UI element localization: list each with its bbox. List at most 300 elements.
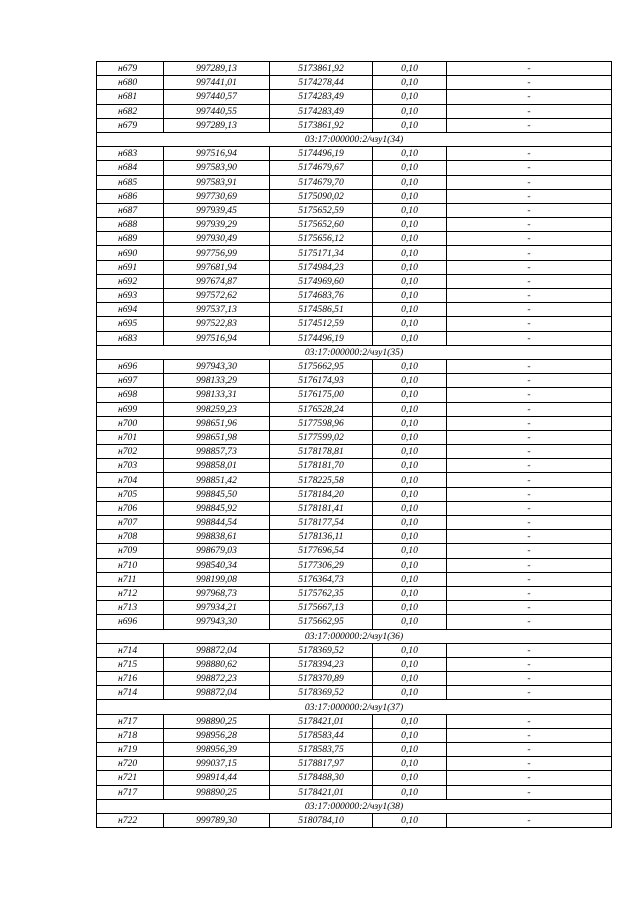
y-coordinate-cell: 5178370,89 [270,672,373,686]
description-cell: - [447,289,612,303]
accuracy-cell: 0,10 [373,331,447,345]
table-row [97,615,612,629]
description-cell: - [447,586,612,600]
point-name-cell: н713 [97,601,164,615]
x-coordinate-cell: 999789,30 [164,813,270,827]
x-coordinate-cell: 997441,01 [164,76,270,90]
table-row [97,672,612,686]
table-row [97,359,612,373]
x-coordinate-cell: 998872,04 [164,686,270,700]
y-coordinate-cell: 5177696,54 [270,544,373,558]
x-coordinate-cell: 997583,91 [164,175,270,189]
accuracy-cell: 0,10 [373,771,447,785]
section-header: 03:17:000000:2/чзу1(35) [97,345,612,359]
x-coordinate-cell: 997440,55 [164,104,270,118]
point-name-cell: н688 [97,218,164,232]
table-row [97,175,612,189]
table-row [97,147,612,161]
y-coordinate-cell: 5177598,96 [270,416,373,430]
x-coordinate-cell: 998880,62 [164,657,270,671]
x-coordinate-cell: 997939,29 [164,218,270,232]
description-cell: - [447,516,612,530]
point-name-cell: н714 [97,643,164,657]
accuracy-cell: 0,10 [373,672,447,686]
x-coordinate-cell: 998651,96 [164,416,270,430]
description-cell: - [447,147,612,161]
accuracy-cell: 0,10 [373,586,447,600]
y-coordinate-cell: 5178184,20 [270,487,373,501]
x-coordinate-cell: 997943,30 [164,359,270,373]
point-name-cell: н684 [97,161,164,175]
point-name-cell: н702 [97,445,164,459]
description-cell: - [447,813,612,827]
y-coordinate-cell: 5178421,01 [270,785,373,799]
accuracy-cell: 0,10 [373,388,447,402]
table-row [97,402,612,416]
coordinates-table [96,61,612,828]
accuracy-cell: 0,10 [373,430,447,444]
accuracy-cell: 0,10 [373,615,447,629]
table-row [97,90,612,104]
x-coordinate-cell: 997516,94 [164,147,270,161]
description-cell: - [447,416,612,430]
accuracy-cell: 0,10 [373,416,447,430]
point-name-cell: н720 [97,757,164,771]
table-row [97,558,612,572]
table-row [97,544,612,558]
description-cell: - [447,771,612,785]
x-coordinate-cell: 997537,13 [164,303,270,317]
point-name-cell: н687 [97,203,164,217]
accuracy-cell: 0,10 [373,785,447,799]
x-coordinate-cell: 998259,23 [164,402,270,416]
accuracy-cell: 0,10 [373,118,447,132]
x-coordinate-cell: 998651,98 [164,430,270,444]
point-name-cell: н701 [97,430,164,444]
table-row [97,714,612,728]
accuracy-cell: 0,10 [373,813,447,827]
y-coordinate-cell: 5178817,97 [270,757,373,771]
y-coordinate-cell: 5174586,51 [270,303,373,317]
point-name-cell: н697 [97,374,164,388]
y-coordinate-cell: 5180784,10 [270,813,373,827]
accuracy-cell: 0,10 [373,218,447,232]
accuracy-cell: 0,10 [373,501,447,515]
x-coordinate-cell: 998845,50 [164,487,270,501]
accuracy-cell: 0,10 [373,530,447,544]
accuracy-cell: 0,10 [373,189,447,203]
table-row [97,246,612,260]
point-name-cell: н722 [97,813,164,827]
table-row [97,643,612,657]
y-coordinate-cell: 5175090,02 [270,189,373,203]
x-coordinate-cell: 998845,92 [164,501,270,515]
y-coordinate-cell: 5175656,12 [270,232,373,246]
point-name-cell: н718 [97,728,164,742]
accuracy-cell: 0,10 [373,743,447,757]
x-coordinate-cell: 997939,45 [164,203,270,217]
y-coordinate-cell: 5175652,60 [270,218,373,232]
table-row [97,785,612,799]
y-coordinate-cell: 5174969,60 [270,274,373,288]
description-cell: - [447,501,612,515]
section-header: 03:17:000000:2/чзу1(34) [97,132,612,146]
x-coordinate-cell: 998857,73 [164,445,270,459]
table-row [97,274,612,288]
description-cell: - [447,331,612,345]
table-row [97,459,612,473]
table-row [97,728,612,742]
x-coordinate-cell: 998851,42 [164,473,270,487]
y-coordinate-cell: 5174683,76 [270,289,373,303]
accuracy-cell: 0,10 [373,175,447,189]
section-header: 03:17:000000:2/чзу1(37) [97,700,612,714]
table-row [97,260,612,274]
description-cell: - [447,459,612,473]
description-cell: - [447,104,612,118]
point-name-cell: н690 [97,246,164,260]
table-row [97,813,612,827]
x-coordinate-cell: 997968,73 [164,586,270,600]
point-name-cell: н716 [97,672,164,686]
y-coordinate-cell: 5173861,92 [270,118,373,132]
section-header: 03:17:000000:2/чзу1(38) [97,799,612,813]
x-coordinate-cell: 998838,61 [164,530,270,544]
accuracy-cell: 0,10 [373,90,447,104]
point-name-cell: н717 [97,785,164,799]
x-coordinate-cell: 997516,94 [164,331,270,345]
x-coordinate-cell: 997572,62 [164,289,270,303]
y-coordinate-cell: 5178583,75 [270,743,373,757]
table-row [97,62,612,76]
accuracy-cell: 0,10 [373,147,447,161]
accuracy-cell: 0,10 [373,445,447,459]
section-header-row [97,132,612,146]
y-coordinate-cell: 5174679,70 [270,175,373,189]
table-row [97,118,612,132]
point-name-cell: н686 [97,189,164,203]
x-coordinate-cell: 998956,28 [164,728,270,742]
x-coordinate-cell: 998890,25 [164,714,270,728]
table-row [97,416,612,430]
y-coordinate-cell: 5178181,70 [270,459,373,473]
description-cell: - [447,544,612,558]
y-coordinate-cell: 5175667,13 [270,601,373,615]
y-coordinate-cell: 5178394,23 [270,657,373,671]
table-row [97,657,612,671]
accuracy-cell: 0,10 [373,104,447,118]
description-cell: - [447,558,612,572]
point-name-cell: н708 [97,530,164,544]
description-cell: - [447,62,612,76]
y-coordinate-cell: 5178421,01 [270,714,373,728]
description-cell: - [447,743,612,757]
table-row [97,771,612,785]
accuracy-cell: 0,10 [373,728,447,742]
description-cell: - [447,430,612,444]
description-cell: - [447,161,612,175]
x-coordinate-cell: 998858,01 [164,459,270,473]
table-row [97,430,612,444]
point-name-cell: н703 [97,459,164,473]
x-coordinate-cell: 997289,13 [164,118,270,132]
accuracy-cell: 0,10 [373,246,447,260]
section-header-row [97,629,612,643]
y-coordinate-cell: 5177306,29 [270,558,373,572]
y-coordinate-cell: 5176174,93 [270,374,373,388]
accuracy-cell: 0,10 [373,289,447,303]
x-coordinate-cell: 997930,49 [164,232,270,246]
y-coordinate-cell: 5175662,95 [270,359,373,373]
table-row [97,601,612,615]
x-coordinate-cell: 997674,87 [164,274,270,288]
point-name-cell: н695 [97,317,164,331]
description-cell: - [447,615,612,629]
description-cell: - [447,218,612,232]
accuracy-cell: 0,10 [373,359,447,373]
point-name-cell: н683 [97,147,164,161]
point-name-cell: н707 [97,516,164,530]
point-name-cell: н696 [97,359,164,373]
point-name-cell: н721 [97,771,164,785]
y-coordinate-cell: 5178225,58 [270,473,373,487]
y-coordinate-cell: 5174496,19 [270,331,373,345]
point-name-cell: н681 [97,90,164,104]
table-row [97,232,612,246]
x-coordinate-cell: 998844,54 [164,516,270,530]
point-name-cell: н705 [97,487,164,501]
table-row [97,586,612,600]
y-coordinate-cell: 5178177,54 [270,516,373,530]
table-row [97,530,612,544]
point-name-cell: н712 [97,586,164,600]
x-coordinate-cell: 999037,15 [164,757,270,771]
y-coordinate-cell: 5175171,34 [270,246,373,260]
table-row [97,317,612,331]
accuracy-cell: 0,10 [373,487,447,501]
description-cell: - [447,175,612,189]
description-cell: - [447,90,612,104]
y-coordinate-cell: 5173861,92 [270,62,373,76]
table-row [97,76,612,90]
section-header: 03:17:000000:2/чзу1(36) [97,629,612,643]
point-name-cell: н680 [97,76,164,90]
point-name-cell: н691 [97,260,164,274]
point-name-cell: н709 [97,544,164,558]
section-header-row [97,345,612,359]
y-coordinate-cell: 5178181,41 [270,501,373,515]
table-row [97,487,612,501]
table-row [97,445,612,459]
table-row [97,303,612,317]
y-coordinate-cell: 5174278,44 [270,76,373,90]
description-cell: - [447,714,612,728]
x-coordinate-cell: 997522,83 [164,317,270,331]
y-coordinate-cell: 5178583,44 [270,728,373,742]
point-name-cell: н704 [97,473,164,487]
description-cell: - [447,388,612,402]
table-row [97,218,612,232]
y-coordinate-cell: 5174512,59 [270,317,373,331]
description-cell: - [447,530,612,544]
point-name-cell: н719 [97,743,164,757]
point-name-cell: н689 [97,232,164,246]
point-name-cell: н715 [97,657,164,671]
description-cell: - [447,686,612,700]
accuracy-cell: 0,10 [373,274,447,288]
description-cell: - [447,246,612,260]
accuracy-cell: 0,10 [373,402,447,416]
accuracy-cell: 0,10 [373,317,447,331]
table-row [97,331,612,345]
x-coordinate-cell: 997289,13 [164,62,270,76]
point-name-cell: н699 [97,402,164,416]
accuracy-cell: 0,10 [373,232,447,246]
description-cell: - [447,232,612,246]
y-coordinate-cell: 5175762,35 [270,586,373,600]
description-cell: - [447,203,612,217]
x-coordinate-cell: 998872,23 [164,672,270,686]
y-coordinate-cell: 5174283,49 [270,90,373,104]
table-row [97,104,612,118]
accuracy-cell: 0,10 [373,757,447,771]
x-coordinate-cell: 997583,90 [164,161,270,175]
description-cell: - [447,118,612,132]
description-cell: - [447,672,612,686]
accuracy-cell: 0,10 [373,686,447,700]
description-cell: - [447,728,612,742]
table-row [97,161,612,175]
description-cell: - [447,359,612,373]
x-coordinate-cell: 998914,44 [164,771,270,785]
y-coordinate-cell: 5176364,73 [270,572,373,586]
table-row [97,374,612,388]
accuracy-cell: 0,10 [373,544,447,558]
x-coordinate-cell: 997681,94 [164,260,270,274]
section-header-row [97,700,612,714]
x-coordinate-cell: 998199,08 [164,572,270,586]
point-name-cell: н717 [97,714,164,728]
y-coordinate-cell: 5174283,49 [270,104,373,118]
point-name-cell: н698 [97,388,164,402]
point-name-cell: н696 [97,615,164,629]
table-row [97,289,612,303]
accuracy-cell: 0,10 [373,161,447,175]
accuracy-cell: 0,10 [373,572,447,586]
point-name-cell: н692 [97,274,164,288]
accuracy-cell: 0,10 [373,657,447,671]
accuracy-cell: 0,10 [373,303,447,317]
y-coordinate-cell: 5177599,02 [270,430,373,444]
table-row [97,757,612,771]
x-coordinate-cell: 998956,39 [164,743,270,757]
table-row [97,203,612,217]
description-cell: - [447,487,612,501]
description-cell: - [447,76,612,90]
y-coordinate-cell: 5176175,00 [270,388,373,402]
section-header-row [97,799,612,813]
y-coordinate-cell: 5178369,52 [270,686,373,700]
x-coordinate-cell: 998872,04 [164,643,270,657]
accuracy-cell: 0,10 [373,76,447,90]
point-name-cell: н679 [97,118,164,132]
description-cell: - [447,657,612,671]
y-coordinate-cell: 5174679,67 [270,161,373,175]
x-coordinate-cell: 998679,03 [164,544,270,558]
y-coordinate-cell: 5178136,11 [270,530,373,544]
point-name-cell: н682 [97,104,164,118]
accuracy-cell: 0,10 [373,643,447,657]
x-coordinate-cell: 997730,69 [164,189,270,203]
description-cell: - [447,317,612,331]
accuracy-cell: 0,10 [373,601,447,615]
y-coordinate-cell: 5178488,30 [270,771,373,785]
x-coordinate-cell: 998133,29 [164,374,270,388]
x-coordinate-cell: 998133,31 [164,388,270,402]
accuracy-cell: 0,10 [373,714,447,728]
table-row [97,572,612,586]
x-coordinate-cell: 997440,57 [164,90,270,104]
y-coordinate-cell: 5175662,95 [270,615,373,629]
y-coordinate-cell: 5178369,52 [270,643,373,657]
table-row [97,388,612,402]
y-coordinate-cell: 5174496,19 [270,147,373,161]
description-cell: - [447,445,612,459]
x-coordinate-cell: 998890,25 [164,785,270,799]
accuracy-cell: 0,10 [373,558,447,572]
point-name-cell: н685 [97,175,164,189]
description-cell: - [447,374,612,388]
accuracy-cell: 0,10 [373,62,447,76]
point-name-cell: н706 [97,501,164,515]
accuracy-cell: 0,10 [373,473,447,487]
point-name-cell: н679 [97,62,164,76]
x-coordinate-cell: 997756,99 [164,246,270,260]
description-cell: - [447,643,612,657]
y-coordinate-cell: 5174984,23 [270,260,373,274]
table-row [97,516,612,530]
description-cell: - [447,601,612,615]
point-name-cell: н693 [97,289,164,303]
y-coordinate-cell: 5178178,81 [270,445,373,459]
point-name-cell: н711 [97,572,164,586]
point-name-cell: н683 [97,331,164,345]
accuracy-cell: 0,10 [373,516,447,530]
accuracy-cell: 0,10 [373,203,447,217]
accuracy-cell: 0,10 [373,374,447,388]
description-cell: - [447,473,612,487]
point-name-cell: н710 [97,558,164,572]
point-name-cell: н714 [97,686,164,700]
y-coordinate-cell: 5176528,24 [270,402,373,416]
description-cell: - [447,572,612,586]
accuracy-cell: 0,10 [373,459,447,473]
coordinates-table-body [97,62,612,828]
point-name-cell: н700 [97,416,164,430]
description-cell: - [447,303,612,317]
table-row [97,686,612,700]
x-coordinate-cell: 997934,21 [164,601,270,615]
description-cell: - [447,402,612,416]
x-coordinate-cell: 997943,30 [164,615,270,629]
description-cell: - [447,757,612,771]
x-coordinate-cell: 998540,34 [164,558,270,572]
table-row [97,189,612,203]
table-row [97,473,612,487]
accuracy-cell: 0,10 [373,260,447,274]
table-row [97,501,612,515]
description-cell: - [447,189,612,203]
